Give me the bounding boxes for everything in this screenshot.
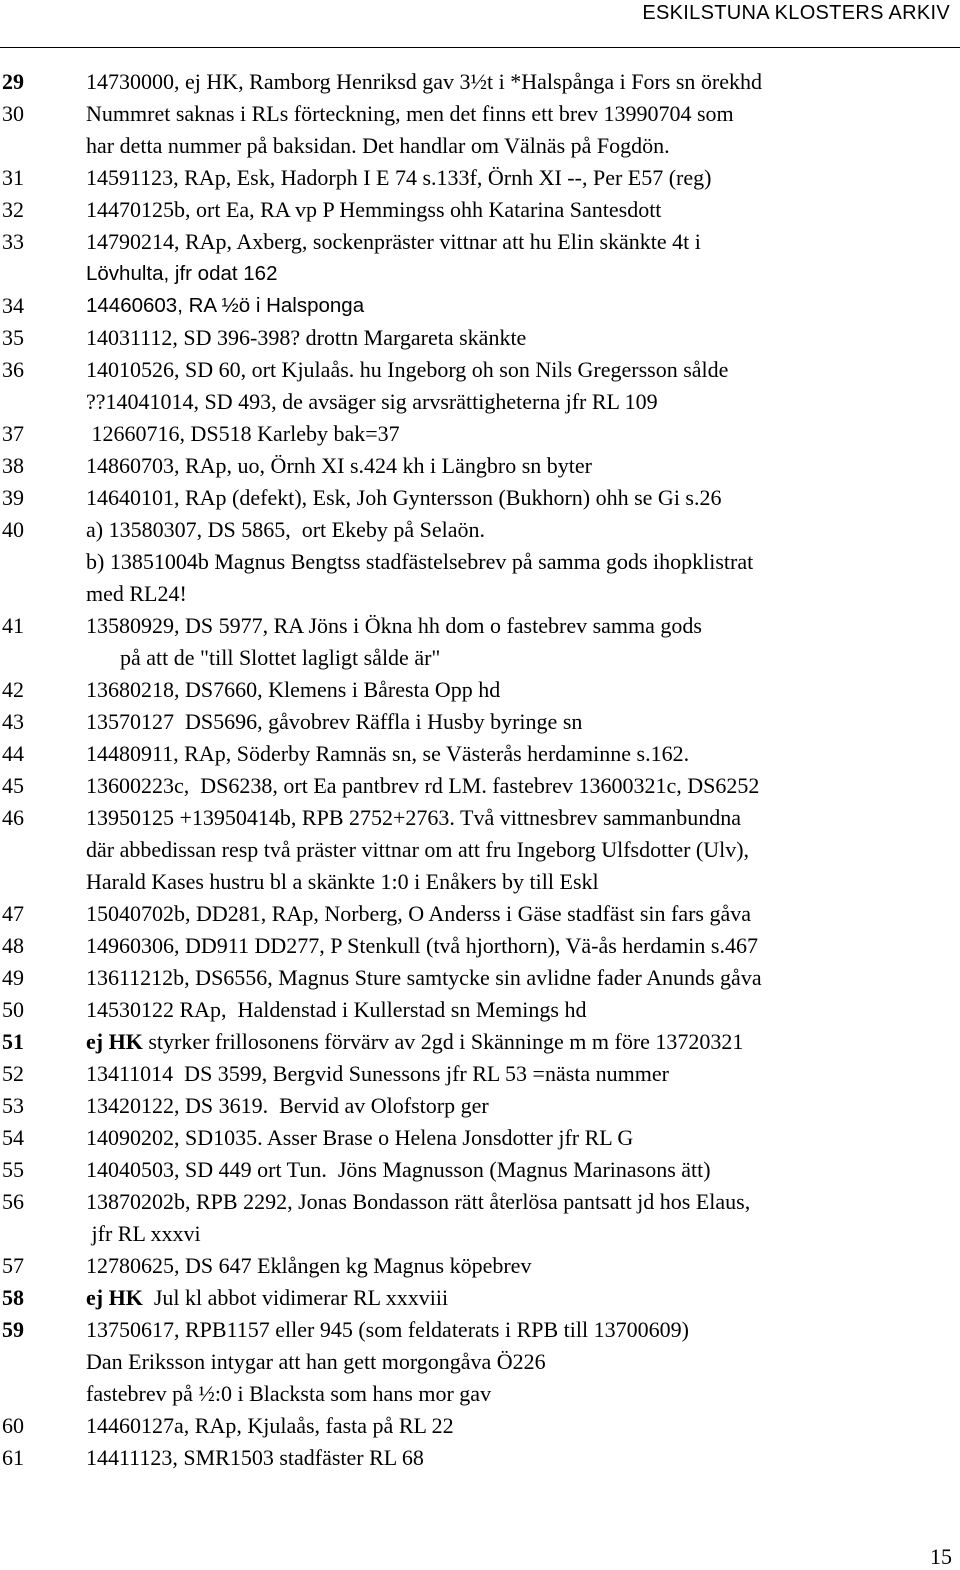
line-number: 51 [2, 1029, 24, 1054]
document-line [0, 482, 960, 514]
line-number: 39 [2, 485, 24, 510]
document-line [0, 962, 960, 994]
line-number: 61 [2, 1445, 24, 1470]
document-line [0, 194, 960, 226]
line-text-content: Jul kl abbot vidimerar RL xxxviii [142, 1285, 449, 1310]
line-text [86, 226, 701, 258]
header-divider [0, 47, 960, 48]
line-text [86, 1058, 669, 1090]
line-text [86, 450, 592, 482]
line-text [86, 290, 364, 322]
line-text-content: jfr RL xxxvi [86, 1221, 201, 1246]
line-text [86, 354, 728, 386]
line-text-content: 14960306, DD911 DD277, P Stenkull (två hjorthorn), Vä-ås herdamin s.467 [86, 933, 758, 958]
line-text-content: där abbedissan resp två präster vittnar om att fru Ingeborg Ulfsdotter (Ulv), [86, 837, 750, 862]
line-text [86, 1250, 531, 1282]
line-text [86, 130, 670, 162]
document-line [0, 322, 960, 354]
line-text-content: 13570127 DS5696, gåvobrev Räffla i Husby byringe sn [86, 709, 583, 734]
line-number: 54 [2, 1125, 24, 1150]
line-text [120, 642, 440, 674]
line-text-content: 13411014 DS 3599, Bergvid Sunessons jfr RL 53 =nästa nummer [86, 1061, 669, 1086]
line-text-content: b) 13851004b Magnus Bengtss stadfästelsebrev på samma gods ihopklistrat [86, 549, 754, 574]
line-number: 50 [2, 997, 24, 1022]
line-number: 37 [2, 421, 24, 446]
line-number: 42 [2, 677, 24, 702]
document-line [0, 898, 960, 930]
line-text [86, 578, 187, 610]
document-line [0, 1218, 960, 1250]
line-text [86, 1218, 201, 1250]
document-line [0, 1026, 960, 1058]
line-number: 45 [2, 773, 24, 798]
line-number: 46 [2, 805, 24, 830]
line-text [86, 546, 753, 578]
line-text-content: ??14041014, SD 493, de avsäger sig arvsrättigheterna jfr RL 109 [86, 389, 658, 414]
line-text [86, 930, 758, 962]
line-number: 32 [2, 197, 24, 222]
line-text-content: 14480911, RAp, Söderby Ramnäs sn, se Västerås herdaminne s.162. [86, 741, 690, 766]
line-text [86, 962, 762, 994]
document-line [0, 258, 960, 290]
document-line [0, 802, 960, 834]
document-line [0, 162, 960, 194]
line-number: 29 [2, 69, 24, 94]
line-text-content: 13680218, DS7660, Klemens i Båresta Opp hd [86, 677, 501, 702]
line-text-content: har detta nummer på baksidan. Det handlar om Välnäs på Fogdön. [86, 133, 670, 158]
document-line [0, 226, 960, 258]
line-text-content: 12660716, DS518 Karleby bak=37 [86, 421, 400, 446]
line-text-content: 14040503, SD 449 ort Tun. Jöns Magnusson (Magnus Marinasons ätt) [86, 1157, 711, 1182]
line-number: 35 [2, 325, 24, 350]
document-line [0, 1154, 960, 1186]
document-line [0, 1314, 960, 1346]
line-text [86, 1442, 424, 1474]
line-text-content: på att de "till Slottet lagligt sålde är" [120, 645, 441, 670]
line-text [86, 1346, 546, 1378]
line-number: 44 [2, 741, 24, 766]
line-text-content: 14530122 RAp, Haldenstad i Kullerstad sn Memings hd [86, 997, 587, 1022]
line-text-bold-prefix: ej HK [86, 1029, 143, 1054]
line-number: 55 [2, 1157, 24, 1182]
line-text-content: 13950125 +13950414b, RPB 2752+2763. Två vittnesbrev sammanbundna [86, 805, 742, 830]
document-line [0, 866, 960, 898]
line-text [86, 1282, 448, 1314]
line-text [86, 802, 741, 834]
document-line [0, 1378, 960, 1410]
line-text-content: 14470125b, ort Ea, RA vp P Hemmingss ohh Katarina Santesdott [86, 197, 662, 222]
line-text-content: Lövhulta, jfr odat 162 [86, 262, 278, 285]
line-text [86, 1026, 743, 1058]
document-line [0, 546, 960, 578]
line-text-content: 14411123, SMR1503 stadfäster RL 68 [86, 1445, 424, 1470]
line-text-content: Harald Kases hustru bl a skänkte 1:0 i Enåkers by till Eskl [86, 869, 599, 894]
line-text-content: fastebrev på ½:0 i Blacksta som hans mor gav [86, 1381, 492, 1406]
line-text-content: 14031112, SD 396-398? drottn Margareta skänkte [86, 325, 527, 350]
document-line [0, 1410, 960, 1442]
line-number: 48 [2, 933, 24, 958]
document-line [0, 1058, 960, 1090]
line-number: 52 [2, 1061, 24, 1086]
document-line [0, 1122, 960, 1154]
line-text [86, 994, 586, 1026]
line-text [86, 66, 762, 98]
line-text-content: 14460603, RA ½ö i Halsponga [86, 294, 365, 317]
line-text-content: 14860703, RAp, uo, Örnh XI s.424 kh i Längbro sn byter [86, 453, 592, 478]
line-text [86, 738, 689, 770]
document-line [0, 130, 960, 162]
line-number: 49 [2, 965, 24, 990]
line-text [86, 1186, 750, 1218]
line-text [86, 1122, 633, 1154]
line-text [86, 386, 658, 418]
line-text [86, 322, 526, 354]
line-text-content: 14790214, RAp, Axberg, sockenpräster vittnar att hu Elin skänkte 4t i [86, 229, 701, 254]
line-text-content: 13611212b, DS6556, Magnus Sture samtycke sin avlidne fader Anunds gåva [86, 965, 762, 990]
document-line [0, 738, 960, 770]
document-line [0, 1186, 960, 1218]
line-text-content: 13420122, DS 3619. Bervid av Olofstorp ger [86, 1093, 489, 1118]
document-line [0, 1442, 960, 1474]
line-text [86, 514, 485, 546]
document-line [0, 674, 960, 706]
line-number: 58 [2, 1285, 24, 1310]
document-line [0, 706, 960, 738]
document-line [0, 386, 960, 418]
document-line [0, 994, 960, 1026]
line-text-content: 14591123, RAp, Esk, Hadorph I E 74 s.133f, Örnh XI --, Per E57 (reg) [86, 165, 712, 190]
line-number: 30 [2, 101, 24, 126]
line-text [86, 162, 711, 194]
line-text [86, 482, 722, 514]
line-text [86, 194, 661, 226]
line-text [86, 1410, 454, 1442]
line-text [86, 418, 400, 450]
document-line [0, 610, 960, 642]
line-number: 31 [2, 165, 24, 190]
line-text-content: 15040702b, DD281, RAp, Norberg, O Anderss i Gäse stadfäst sin fars gåva [86, 901, 751, 926]
line-text-content: 14730000, ej HK, Ramborg Henriksd gav 3½t i *Halspånga i Fors sn örekhd [86, 69, 763, 94]
page-number: 15 [930, 1544, 952, 1569]
document-line [0, 450, 960, 482]
line-text [86, 770, 759, 802]
line-text [86, 834, 749, 866]
line-text [86, 1154, 711, 1186]
document-line [0, 642, 960, 674]
line-text [86, 1314, 689, 1346]
line-number: 43 [2, 709, 24, 734]
document-line [0, 834, 960, 866]
document-line [0, 66, 960, 98]
line-text-content: 13600223c, DS6238, ort Ea pantbrev rd LM. fastebrev 13600321c, DS6252 [86, 773, 760, 798]
line-text-bold-prefix: ej HK [86, 1285, 143, 1310]
line-text-content: Nummret saknas i RLs förteckning, men det finns ett brev 13990704 som [86, 101, 734, 126]
line-number: 33 [2, 229, 24, 254]
line-number: 57 [2, 1253, 24, 1278]
line-text [86, 258, 277, 290]
line-text [86, 1378, 491, 1410]
line-number: 40 [2, 517, 24, 542]
document-line [0, 418, 960, 450]
line-number: 38 [2, 453, 24, 478]
line-number: 36 [2, 357, 24, 382]
line-text-content: 14640101, RAp (defekt), Esk, Joh Gyntersson (Bukhorn) ohh se Gi s.26 [86, 485, 722, 510]
document-line [0, 1090, 960, 1122]
line-number: 59 [2, 1317, 24, 1342]
line-number: 41 [2, 613, 24, 638]
document-line [0, 1282, 960, 1314]
line-text-content: 14010526, SD 60, ort Kjulaås. hu Ingeborg oh son Nils Gregersson sålde [86, 357, 729, 382]
document-line [0, 770, 960, 802]
line-number: 56 [2, 1189, 24, 1214]
line-number: 47 [2, 901, 24, 926]
line-number: 53 [2, 1093, 24, 1118]
document-line [0, 1250, 960, 1282]
line-text-content: a) 13580307, DS 5865, ort Ekeby på Selaön. [86, 517, 485, 542]
line-text [86, 674, 500, 706]
line-text-content: 13870202b, RPB 2292, Jonas Bondasson rätt återlösa pantsatt jd hos Elaus, [86, 1189, 751, 1214]
line-text [86, 98, 734, 130]
line-text [86, 1090, 489, 1122]
line-text-content: Dan Eriksson intygar att han gett morgongåva Ö226 [86, 1349, 546, 1374]
line-text-content: styrker frillosonens förvärv av 2gd i Skänninge m m före 13720321 [142, 1029, 744, 1054]
document-line [0, 930, 960, 962]
document-line [0, 354, 960, 386]
line-text-content: 12780625, DS 647 Eklången kg Magnus köpebrev [86, 1253, 532, 1278]
document-line [0, 1346, 960, 1378]
document-line [0, 578, 960, 610]
line-text-content: med RL24! [86, 581, 187, 606]
line-text [86, 866, 599, 898]
line-text-content: 14090202, SD1035. Asser Brase o Helena Jonsdotter jfr RL G [86, 1125, 634, 1150]
document-line [0, 514, 960, 546]
document-line [0, 290, 960, 322]
line-text-content: 13750617, RPB1157 eller 945 (som feldaterats i RPB till 13700609) [86, 1317, 689, 1342]
page-header-title: ESKILSTUNA KLOSTERS ARKIV [642, 2, 950, 24]
line-number: 34 [2, 293, 24, 318]
line-text [86, 610, 702, 642]
line-text-content: 14460127a, RAp, Kjulaås, fasta på RL 22 [86, 1413, 454, 1438]
line-number: 60 [2, 1413, 24, 1438]
line-text-content: 13580929, DS 5977, RA Jöns i Ökna hh dom o fastebrev samma gods [86, 613, 702, 638]
document-line [0, 98, 960, 130]
line-text [86, 898, 751, 930]
line-text [86, 706, 582, 738]
